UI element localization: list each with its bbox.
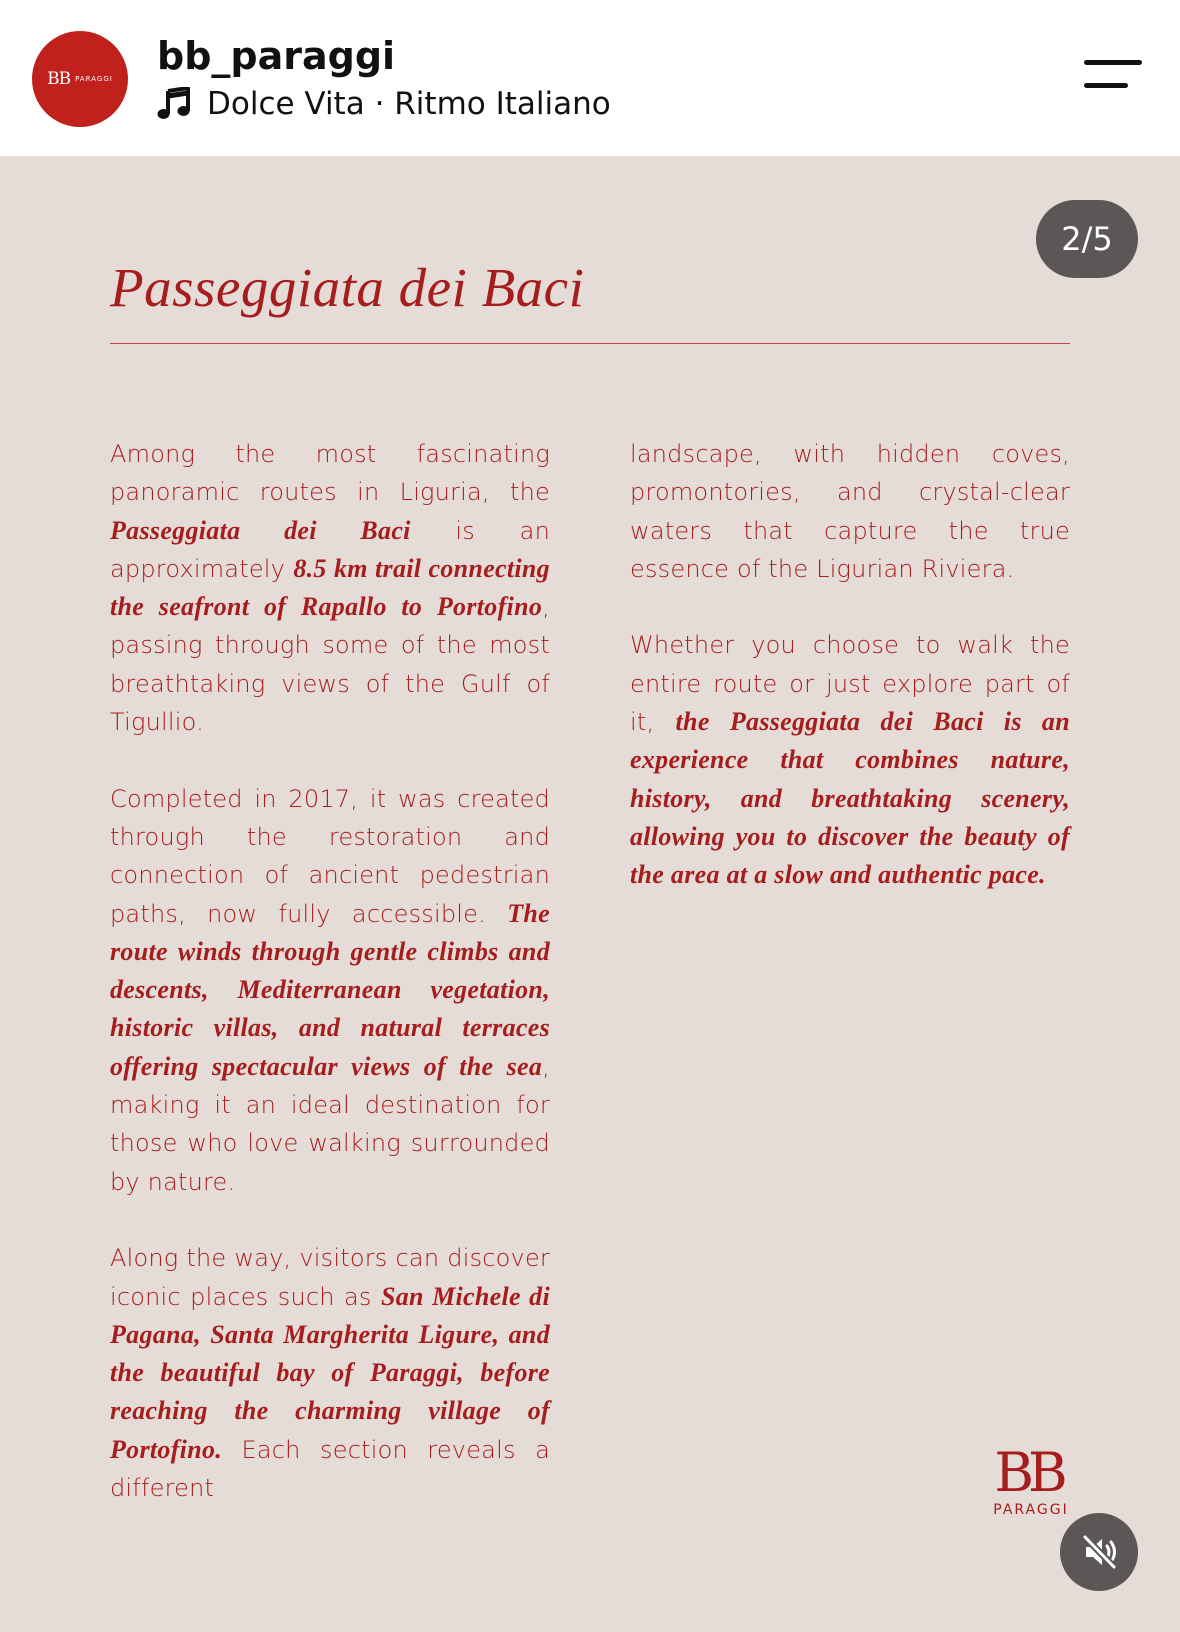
username[interactable]: bb_paraggi [157,34,396,78]
slide-counter: 2/5 [1036,200,1138,278]
avatar-mark: BB [47,69,71,89]
right-text-column [630,435,1070,933]
left-text-column [110,435,550,1546]
speaker-muted-icon [1079,1532,1119,1572]
post-header [0,0,1180,156]
title-divider [110,343,1070,344]
music-note-icon [157,87,191,121]
paragraph: Whether you choose to walk the entire route or just explore part of it, the Passeggiata dei Baci is an experience that combines nature, history, and breathtaking scenery, allowing you to discover the beauty of the area at a slow and authentic pace. [630,631,1070,890]
paragraph: landscape, with hidden coves, promontories, and crystal-clear waters that capture the true essence of the Ligurian Riviera. [630,440,1070,583]
brand-logo [990,1441,1072,1518]
paragraph: Completed in 2017, it was created through the restoration and connection of ancient pedestrian paths, now fully accessible. The route winds through gentle climbs and descents, Mediterranean vegetation, historic villas, and natural terraces offering spectacular views of the sea, making it an ideal destination for those who love walking surrounded by nature. [110,784,550,1196]
mute-button[interactable] [1060,1513,1138,1591]
avatar-subtext: PARAGGI [75,75,113,83]
carousel-slide[interactable] [0,156,1180,1632]
logo-mark: BB [994,1441,1062,1504]
slide-title: Passeggiata dei Baci [110,257,585,318]
paragraph: Along the way, visitors can discover iconic places such as San Michele di Pagana, Santa Margherita Ligure, and the beautiful bay of Paraggi, before reaching the charming village of Portofino. Each section reveals a different [110,1244,550,1503]
avatar[interactable] [32,31,128,127]
audio-track[interactable] [157,84,611,124]
song-title: Dolce Vita · Ritmo Italiano [207,86,611,122]
menu-button[interactable] [1080,56,1146,96]
logo-text: PARAGGI [993,1502,1069,1518]
paragraph: Among the most fascinating panoramic routes in Liguria, the Passeggiata dei Baci is an approximately 8.5 km trail connecting the seafront of Rapallo to Portofino, passing through some of the most breathtaking views of the Gulf of Tigullio. [110,440,550,737]
